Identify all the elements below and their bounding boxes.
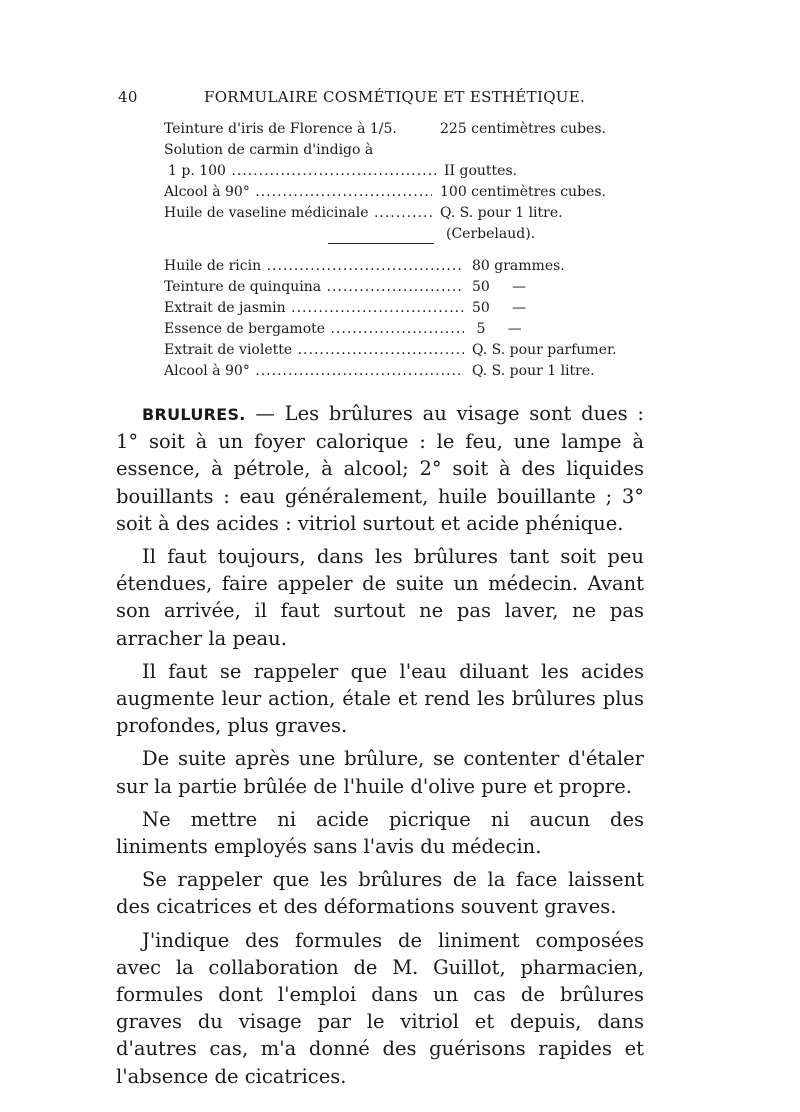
ingredient-name: Extrait de jasmin ..... [164,298,464,319]
ingredient-quantity: 50 — [472,279,527,295]
recipe-cerbelaud [164,119,606,245]
ingredient-quantity: 225 centimètres cubes. [440,121,606,137]
ingredient-name: Teinture d'iris de Florence à 1/5. [164,121,397,137]
running-title: FORMULAIRE COSMÉTIQUE ET ESTHÉTIQUE. [204,88,586,106]
recipe-row [164,182,606,203]
recipe-ricin [164,256,617,382]
recipe-row [164,361,617,382]
recipe-row [164,256,617,277]
recipe-row [164,119,606,140]
ingredient-quantity: 100 centimètres cubes. [440,184,606,200]
ingredient-name: Alcool à 90° ..... [164,182,432,203]
recipe-row [164,203,606,224]
recipe-row [164,340,617,361]
ingredient-name: Huile de ricin ..... [164,256,464,277]
ingredient-name: Essence de bergamote ..... [164,319,464,340]
ingredient-name: 1 p. 100 ..... [164,161,436,182]
ingredient-quantity: 50 — [472,300,527,316]
recipe-row [164,277,617,298]
ingredient-quantity: Q. S. pour parfumer. [472,342,617,358]
ingredient-quantity: Q. S. pour 1 litre. [440,205,563,221]
recipe-row [164,161,606,182]
page-number: 40 [118,88,138,106]
recipe-row [164,319,617,340]
article-paragraph: J'indique des formules de liniment composées avec la collaboration de M. Guillot, pharmacien, formules dont l'emploi dans un cas de brûlures graves du visage par le vitriol et depuis, dans d'autres cas, m'a donné des guérisons rapides et l'absence de cicatrices. [116,928,644,1088]
recipe-attribution: (Cerbelaud). [446,226,536,242]
recipe-row [164,298,617,319]
article-paragraph: Se rappeler que les brûlures de la face laissent des cicatrices et des déformations souvent graves. [116,868,644,919]
ingredient-quantity: 80 grammes. [472,258,565,274]
ingredient-quantity: Q. S. pour 1 litre. [472,363,595,379]
ingredient-name: Alcool à 90° ..... [164,361,464,382]
article-paragraph: Il faut toujours, dans les brûlures tant soit peu étendues, faire appeler de suite un médecin. Avant son arrivée, il faut surtout ne pas laver, ne pas arracher la peau. [116,545,644,650]
ingredient-name: Extrait de violette ..... [164,340,464,361]
ingredient-name: Solution de carmin d'indigo à [164,142,374,158]
ingredient-quantity: II gouttes. [444,163,518,179]
article-paragraph: De suite après une brûlure, se contenter d'étaler sur la partie brûlée de l'huile d'olive pure et propre. [116,747,644,798]
ingredient-name: Huile de vaseline médicinale ..... [164,203,432,224]
section-divider [328,243,434,244]
ingredient-name: Teinture de quinquina ..... [164,277,464,298]
recipe-row [164,140,606,161]
article-paragraph: Ne mettre ni acide picrique ni aucun des liniments employés sans l'avis du médecin. [116,807,644,859]
recipe-row [164,224,606,245]
article-body [116,400,644,1096]
article-paragraph: Il faut se rappeler que l'eau diluant les acides augmente leur action, étale et rend les brûlures plus profondes, plus graves. [116,659,644,738]
ingredient-name [164,224,432,245]
article-paragraph [116,400,644,537]
paragraph-text: — Les brûlures au visage sont dues : 1° soit à un foyer calorique : le feu, une lampe à essence, à pétrole, à alcool; 2° soit à des liquides bouillants : eau généralement, huile bouillante ; 3° soit à des acides : vitriol surtout et acide phénique. [116,402,644,535]
article-heading: BRULURES. [142,405,246,424]
ingredient-quantity: 5 — [472,321,522,337]
